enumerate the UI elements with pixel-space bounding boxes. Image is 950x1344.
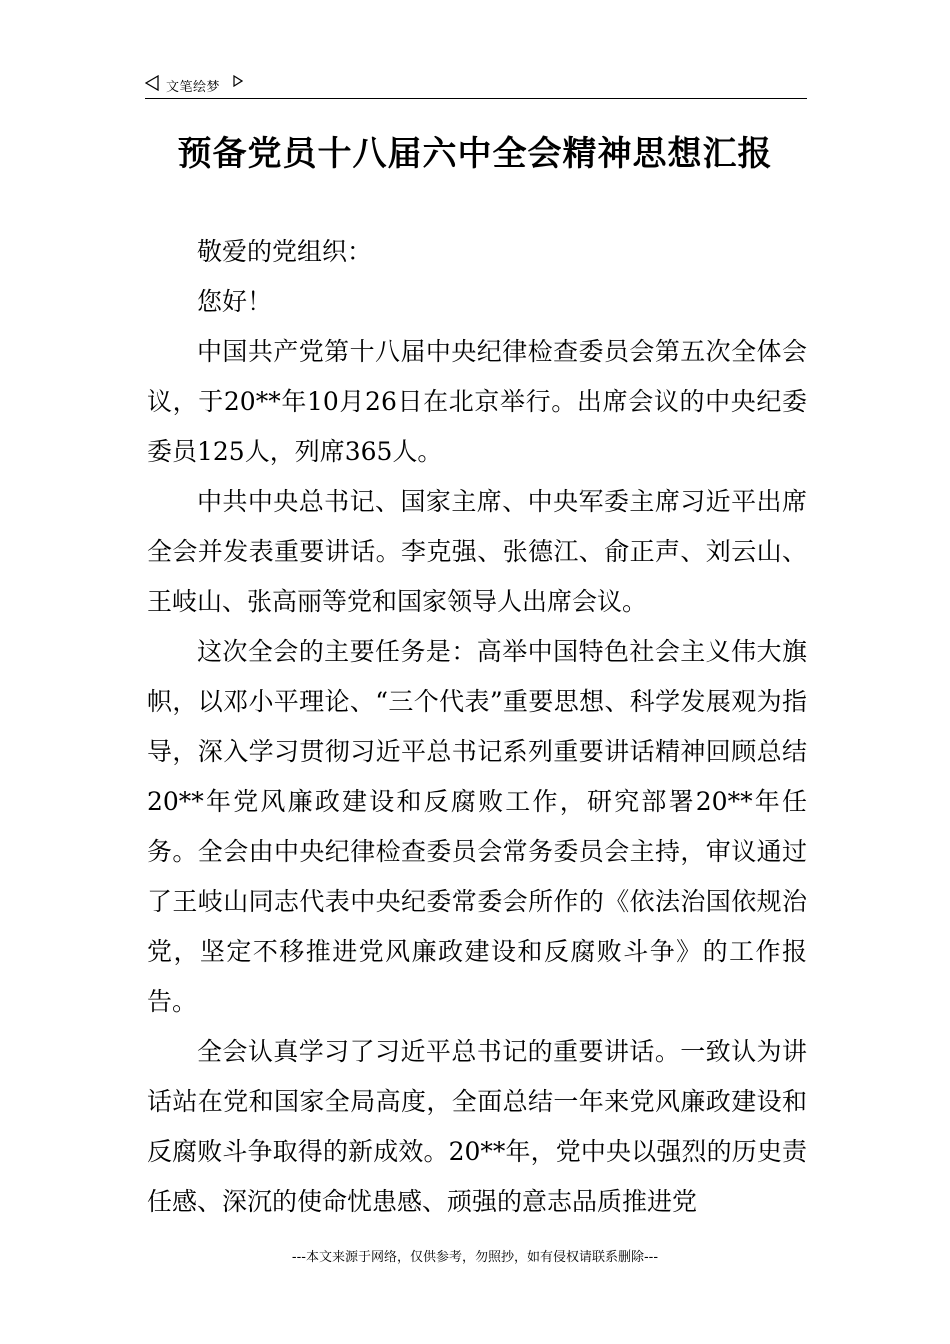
document-body [147,227,807,1227]
triangle-right-icon [233,75,243,87]
body-paragraph: 这次全会的主要任务是：高举中国特色社会主义伟大旗帜，以邓小平理论、“三个代表”重要思想、科学发展观为指导，深入学习贯彻习近平总书记系列重要讲话精神回顾总结20**年党风廉政建设和反腐败工作，研究部署20**年任务。全会由中央纪律检查委员会常务委员会主持，审议通过了王岐山同志代表中央纪委常委会所作的《依法治国依规治党，坚定不移推进党风廉政建设和反腐败斗争》的工作报告。 [147,637,807,1016]
page-footer: ---本文来源于网络，仅供参考，勿照抄，如有侵权请联系删除--- [291,1250,659,1265]
body-paragraph: 中共中央总书记、国家主席、中央军委主席习近平出席全会并发表重要讲话。李克强、张德江、俞正声、刘云山、王岐山、张高丽等党和国家领导人出席会议。 [147,487,807,616]
salutation: 敬爱的党组织： [197,237,373,266]
body-paragraph: 中国共产党第十八届中央纪律检查委员会第五次全体会议，于20**年10月26日在北京举行。出席会议的中央纪委委员125人，列席365人。 [147,337,807,466]
document-title: 预备党员十八届六中全会精神思想汇报 [177,134,773,174]
greeting: 您好！ [197,287,273,316]
header-brand: 文笔绘梦 [166,80,221,95]
body-paragraph: 全会认真学习了习近平总书记的重要讲话。一致认为讲话站在党和国家全局高度，全面总结一年来党风廉政建设和反腐败斗争取得的新成效。20**年，党中央以强烈的历史责任感、深沉的使命忧患感、顽强的意志品质推进党 [147,1037,807,1216]
triangle-left-icon [145,75,159,91]
page-header [145,72,807,99]
